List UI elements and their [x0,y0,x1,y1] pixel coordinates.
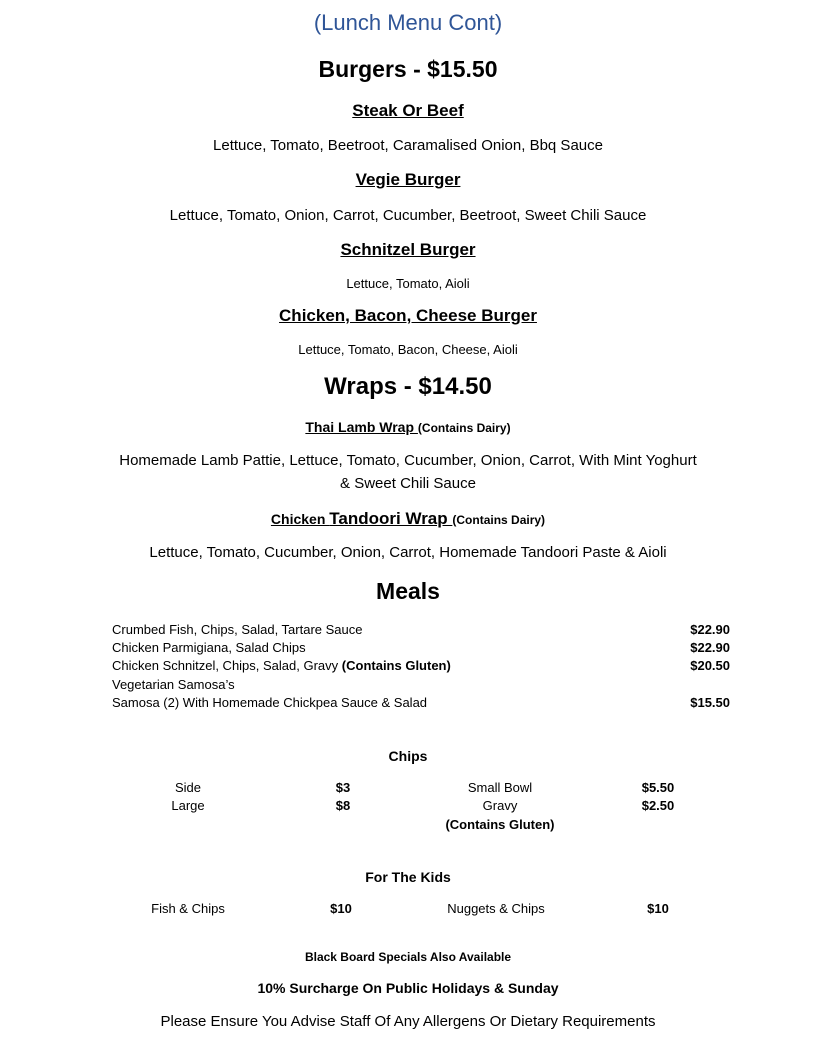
wrap-item-desc: Lettuce, Tomato, Cucumber, Onion, Carrot, Homemade Tandoori Paste & Aioli [149,544,667,561]
kids-item-price: $10 [647,901,669,916]
chips-small-bowl-label: Small Bowl [467,780,533,795]
wrap-item-desc: & Sweet Chili Sauce [340,475,476,492]
meal-name: Crumbed Fish, Chips, Salad, Tartare Sauce [112,622,363,637]
meal-name: Chicken Parmigiana, Salad Chips [112,640,306,655]
burger-item-name: Vegie Burger [355,170,461,189]
kids-item-label: Fish & Chips [151,901,225,916]
meal-row [112,695,730,713]
burger-item-desc: Lettuce, Tomato, Aioli [346,276,470,291]
meal-name: Chicken Schnitzel, Chips, Salad, Gravy [112,658,342,673]
wrap-item-name: Tandoori Wrap [329,509,453,528]
wrap-item-name: Thai Lamb Wrap [305,419,418,435]
chips-side-price: $3 [335,780,351,795]
burgers-heading: Burgers - $15.50 [318,56,498,82]
chips-large-label: Large [171,798,205,813]
allergen-note: Please Ensure You Advise Staff Of Any Allergens Or Dietary Requirements [160,1013,656,1030]
kids-heading: For The Kids [365,869,451,885]
chips-gravy-label: Gravy [482,798,518,813]
wrap-item-name: Chicken [270,511,330,527]
chips-heading: Chips [388,748,428,764]
burger-item-desc: Lettuce, Tomato, Bacon, Cheese, Aioli [298,342,518,357]
wrap-item-desc: Homemade Lamb Pattie, Lettuce, Tomato, Cucumber, Onion, Carrot, With Mint Yoghurt [119,452,697,469]
surcharge-note: 10% Surcharge On Public Holidays & Sunday [257,980,559,996]
burger-item-desc: Lettuce, Tomato, Onion, Carrot, Cucumber, Beetroot, Sweet Chili Sauce [169,207,647,224]
burger-item-name: Schnitzel Burger [340,240,476,259]
meal-price: $22.90 [690,622,730,637]
page-title: (Lunch Menu Cont) [313,10,503,35]
meal-name-wrap [112,658,451,673]
burger-item-name: Chicken, Bacon, Cheese Burger [279,306,537,325]
meal-note: (Contains Gluten) [341,658,451,673]
meal-price: $20.50 [690,658,730,673]
chips-small-bowl-price: $5.50 [641,780,675,795]
meals-heading: Meals [376,578,440,604]
chips-gravy-note: (Contains Gluten) [445,817,555,832]
wrap-item-note: (Contains Dairy) [417,421,511,435]
meal-row [112,658,730,676]
burger-item-desc: Lettuce, Tomato, Beetroot, Caramalised Onion, Bbq Sauce [213,137,603,154]
meal-row [112,677,730,695]
kids-item-price: $10 [330,901,352,916]
meal-row [112,622,730,640]
burger-item-name: Steak Or Beef [352,101,464,120]
meal-price: $22.90 [690,640,730,655]
meal-name: Vegetarian Samosa’s [112,677,235,692]
chips-side-label: Side [174,780,202,795]
wraps-heading: Wraps - $14.50 [324,373,492,400]
meal-name: Samosa (2) With Homemade Chickpea Sauce & Salad [112,695,428,710]
meal-row [112,640,730,658]
meal-price: $15.50 [690,695,730,710]
wrap-item-title [0,419,816,435]
kids-item-label: Nuggets & Chips [447,901,545,916]
chips-gravy-price: $2.50 [641,798,675,813]
specials-note: Black Board Specials Also Available [304,950,512,964]
wrap-item-note: (Contains Dairy) [452,513,546,527]
chips-large-price: $8 [335,798,351,813]
wrap-item-title [0,509,816,529]
